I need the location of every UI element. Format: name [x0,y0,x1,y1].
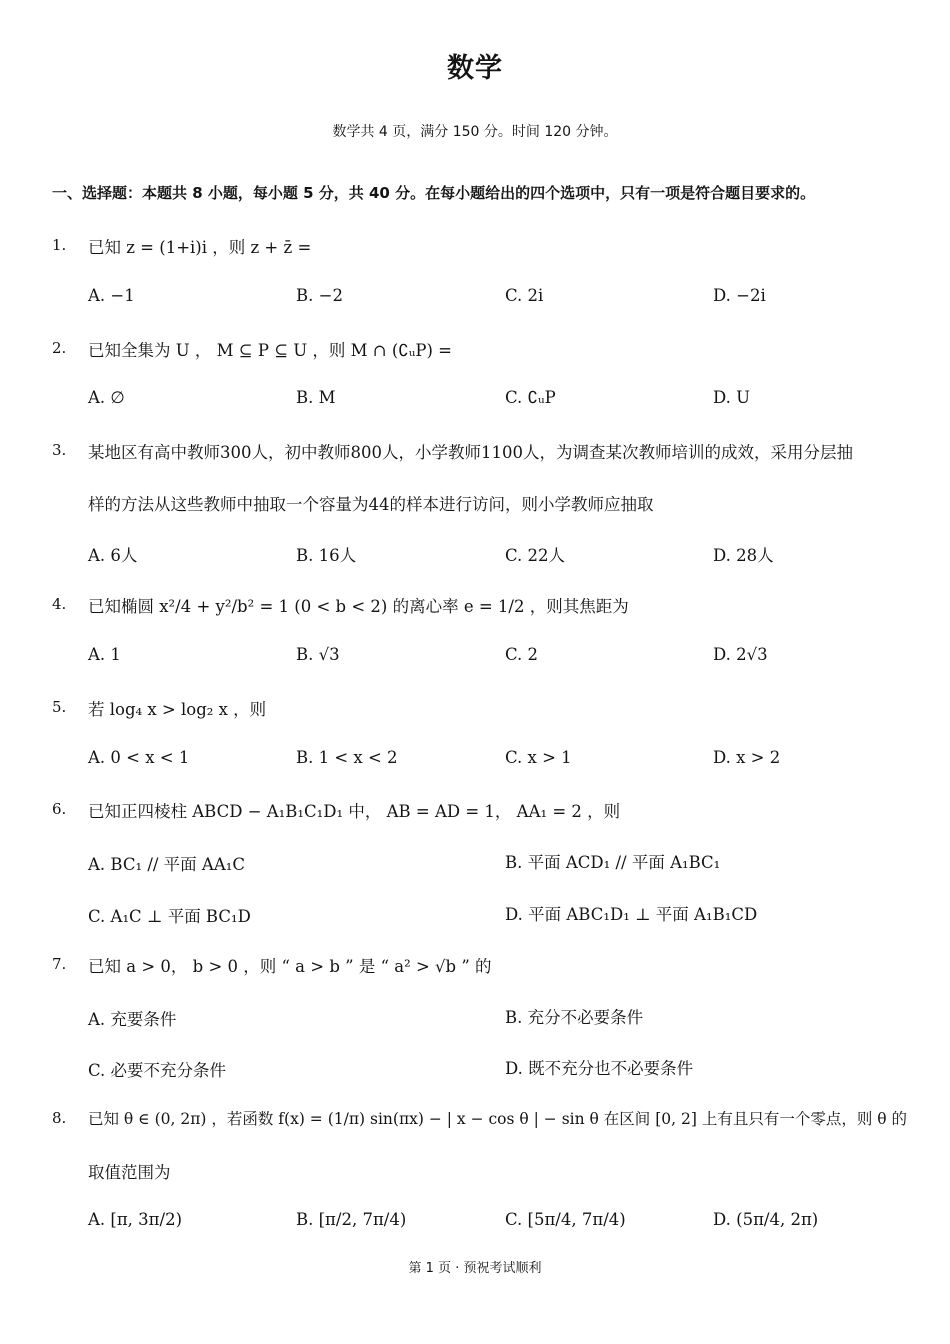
exam-info: 数学共 4 页，满分 150 分。时间 120 分钟。 [332,124,618,140]
question-1-option-c: C. 2i [505,286,544,305]
question-6-stem: 已知正四棱柱 ABCD − A₁B₁C₁D₁ 中， AB = AD = 1， AA₁ = 2 ，则 [88,802,621,821]
question-1-stem: 已知 z = (1+i)i ，则 z + z̄ = [88,238,312,257]
question-3-option-a: A. 6人 [88,546,138,565]
question-1-number: 1. [52,236,67,254]
question-5-option-a: A. 0 < x < 1 [88,748,190,767]
question-3-stem-line-1: 某地区有高中教师300人，初中教师800人，小学教师1100人，为调查某次教师培训的成效，采用分层抽 [88,443,853,462]
question-5-stem: 若 log₄ x > log₂ x ，则 [88,700,267,719]
question-6-number: 6. [52,800,67,818]
question-5-option-b: B. 1 < x < 2 [296,748,398,767]
question-4-stem: 已知椭圆 x²/4 + y²/b² = 1 (0 < b < 2) 的离心率 e = 1/2 ，则其焦距为 [88,597,629,616]
question-8-number: 8. [52,1109,67,1127]
question-2-stem: 已知全集为 U ， M ⊆ P ⊆ U ，则 M ∩ (∁ᵤP) = [88,341,452,360]
question-8-option-a: A. [π, 3π/2) [88,1210,183,1229]
question-2-number: 2. [52,339,67,357]
question-1-option-a: A. −1 [88,286,135,305]
question-7-stem: 已知 a > 0， b > 0 ，则 “ a > b ” 是 “ a² > √b ” 的 [88,957,492,976]
question-8-option-d: D. (5π/4, 2π) [713,1210,819,1229]
question-8-option-b: B. [π/2, 7π/4) [296,1210,407,1229]
question-4-number: 4. [52,595,67,613]
question-6-option-a: A. BC₁ // 平面 AA₁C [88,855,245,874]
question-7-option-a: A. 充要条件 [88,1010,177,1029]
question-5-option-c: C. x > 1 [505,748,572,767]
question-7-option-c: C. 必要不充分条件 [88,1061,227,1080]
question-2-option-b: B. M [296,388,336,407]
question-5-option-d: D. x > 2 [713,748,781,767]
question-6-option-d: D. 平面 ABC₁D₁ ⊥ 平面 A₁B₁CD [505,905,758,924]
question-8-stem-line-2: 取值范围为 [88,1163,171,1182]
question-1-option-b: B. −2 [296,286,343,305]
question-3-stem-line-2: 样的方法从这些教师中抽取一个容量为44的样本进行访问，则小学教师应抽取 [88,495,654,514]
question-4-option-d: D. 2√3 [713,645,768,664]
question-4-option-b: B. √3 [296,645,340,664]
question-1-option-d: D. −2i [713,286,766,305]
question-4-option-a: A. 1 [88,645,121,664]
question-3-option-c: C. 22人 [505,546,566,565]
page-title: 数学 [447,53,503,84]
question-8-option-c: C. [5π/4, 7π/4) [505,1210,626,1229]
question-3-number: 3. [52,441,67,459]
page-footer: 第 1 页 · 预祝考试顺利 [408,1261,542,1276]
question-3-option-b: B. 16人 [296,546,357,565]
question-2-option-a: A. ∅ [88,388,125,407]
question-8-stem-line-1: 已知 θ ∈ (0, 2π) ，若函数 f(x) = (1/π) sin(πx) − | x − cos θ | − sin θ 在区间 [0, 2] 上有且只有一个零点，则 θ 的 [88,1110,908,1128]
question-4-option-c: C. 2 [505,645,539,664]
question-5-number: 5. [52,698,67,716]
question-2-option-c: C. ∁ᵤP [505,388,556,407]
question-7-option-b: B. 充分不必要条件 [505,1008,644,1027]
question-3-option-d: D. 28人 [713,546,774,565]
question-6-option-c: C. A₁C ⊥ 平面 BC₁D [88,907,251,926]
question-7-number: 7. [52,955,67,973]
question-6-option-b: B. 平面 ACD₁ // 平面 A₁BC₁ [505,853,721,872]
section-heading: 一、选择题：本题共 8 小题，每小题 5 分，共 40 分。在每小题给出的四个选项中，只有一项是符合题目要求的。 [52,184,816,202]
question-7-option-d: D. 既不充分也不必要条件 [505,1059,694,1078]
question-2-option-d: D. U [713,388,751,407]
